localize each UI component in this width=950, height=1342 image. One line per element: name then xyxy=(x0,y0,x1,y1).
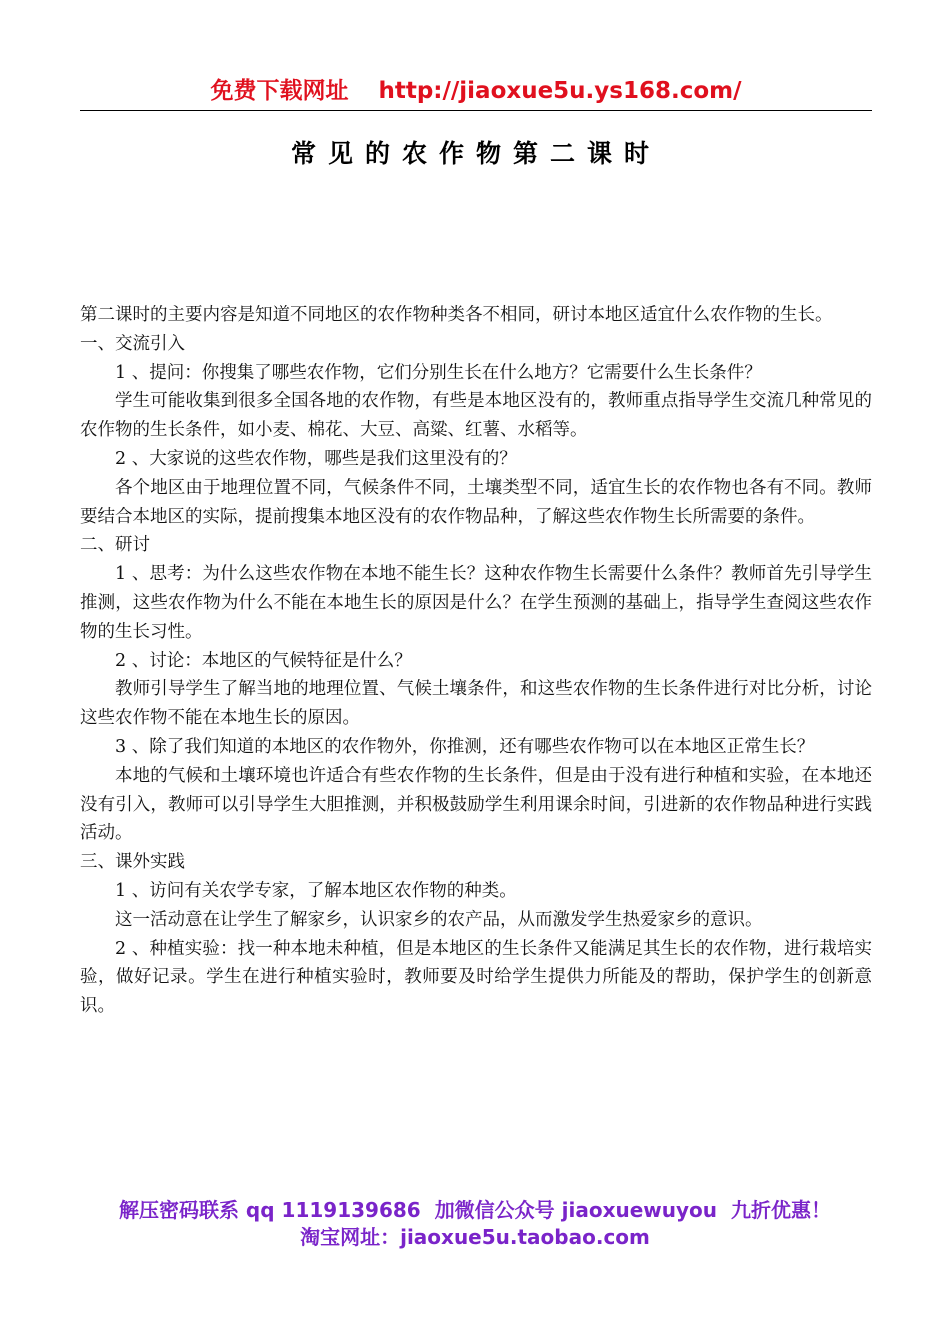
footer-qq-contact: 解压密码联系 qq 1119139686 xyxy=(118,1198,421,1222)
paragraph: 2 、讨论：本地区的气候特征是什么？ xyxy=(115,650,412,671)
paragraph: 1 、访问有关农学专家，了解本地区农作物的种类。 xyxy=(115,880,517,901)
footer-taobao-link[interactable]: 淘宝网址：jiaoxue5u.taobao.com xyxy=(300,1225,650,1249)
header-divider xyxy=(80,110,872,111)
paragraph: 本地的气候和土壤环境也许适合有些农作物的生长条件，但是由于没有进行种植和实验，在本地还没有引入，教师可以引导学生大胆推测，并积极鼓励学生利用课余时间，引进新的农作物品种进行实践活动。 xyxy=(80,765,872,844)
paragraph: 这一活动意在让学生了解家乡，认识家乡的农产品，从而激发学生热爱家乡的意识。 xyxy=(115,909,763,930)
footer-wechat: 加微信公众号 jiaoxuewuyou xyxy=(434,1198,718,1222)
paragraph: 1 、思考：为什么这些农作物在本地不能生长？这种农作物生长需要什么条件？教师首先引导学生推测，这些农作物为什么不能在本地生长的原因是什么？在学生预测的基础上，指导学生查阅这些农作物的生长习性。 xyxy=(80,564,872,642)
paragraph: 1 、提问：你搜集了哪些农作物，它们分别生长在什么地方？它需要什么生长条件？ xyxy=(115,362,762,383)
download-url-link[interactable]: http://jiaoxue5u.ys168.com/ xyxy=(378,78,742,104)
paragraph: 第二课时的主要内容是知道不同地区的农作物种类各不相同，研讨本地区适宜什么农作物的生长。 xyxy=(80,305,833,325)
section-heading: 三、课外实践 xyxy=(80,852,185,873)
paragraph: 2 、大家说的这些农作物，哪些是我们这里没有的？ xyxy=(115,448,517,469)
paragraph: 3 、除了我们知道的本地区的农作物外，你推测，还有哪些农作物可以在本地区正常生长？ xyxy=(115,736,815,757)
section-heading: 一、交流引入 xyxy=(80,333,185,354)
footer-discount: 九折优惠！ xyxy=(731,1198,832,1222)
paragraph: 2 、种植实验：找一种本地未种植，但是本地区的生长条件又能满足其生长的农作物，进行栽培实验，做好记录。学生在进行种植实验时，教师要及时给学生提供力所能及的帮助，保护学生的创新意识。 xyxy=(80,938,872,1017)
section-heading: 二、研讨 xyxy=(80,535,150,556)
footer-contact-line xyxy=(60,1196,890,1224)
paragraph: 教师引导学生了解当地的地理位置、气候土壤条件，和这些农作物的生长条件进行对比分析，讨论这些农作物不能在本地生长的原因。 xyxy=(80,679,872,729)
footer-taobao-line xyxy=(60,1223,890,1251)
download-label: 免费下载网址 xyxy=(210,78,349,104)
page-title: 常见的农作物第二课时 xyxy=(290,139,661,168)
download-header xyxy=(80,76,872,106)
paragraph: 学生可能收集到很多全国各地的农作物，有些是本地区没有的，教师重点指导学生交流几种常见的农作物的生长条件，如小麦、棉花、大豆、高粱、红薯、水稻等。 xyxy=(80,391,872,441)
paragraph: 各个地区由于地理位置不同，气候条件不同，土壤类型不同，适宜生长的农作物也各有不同。教师要结合本地区的实际，提前搜集本地区没有的农作物品种，了解这些农作物生长所需要的条件。 xyxy=(80,477,872,527)
document-body xyxy=(80,301,872,1021)
